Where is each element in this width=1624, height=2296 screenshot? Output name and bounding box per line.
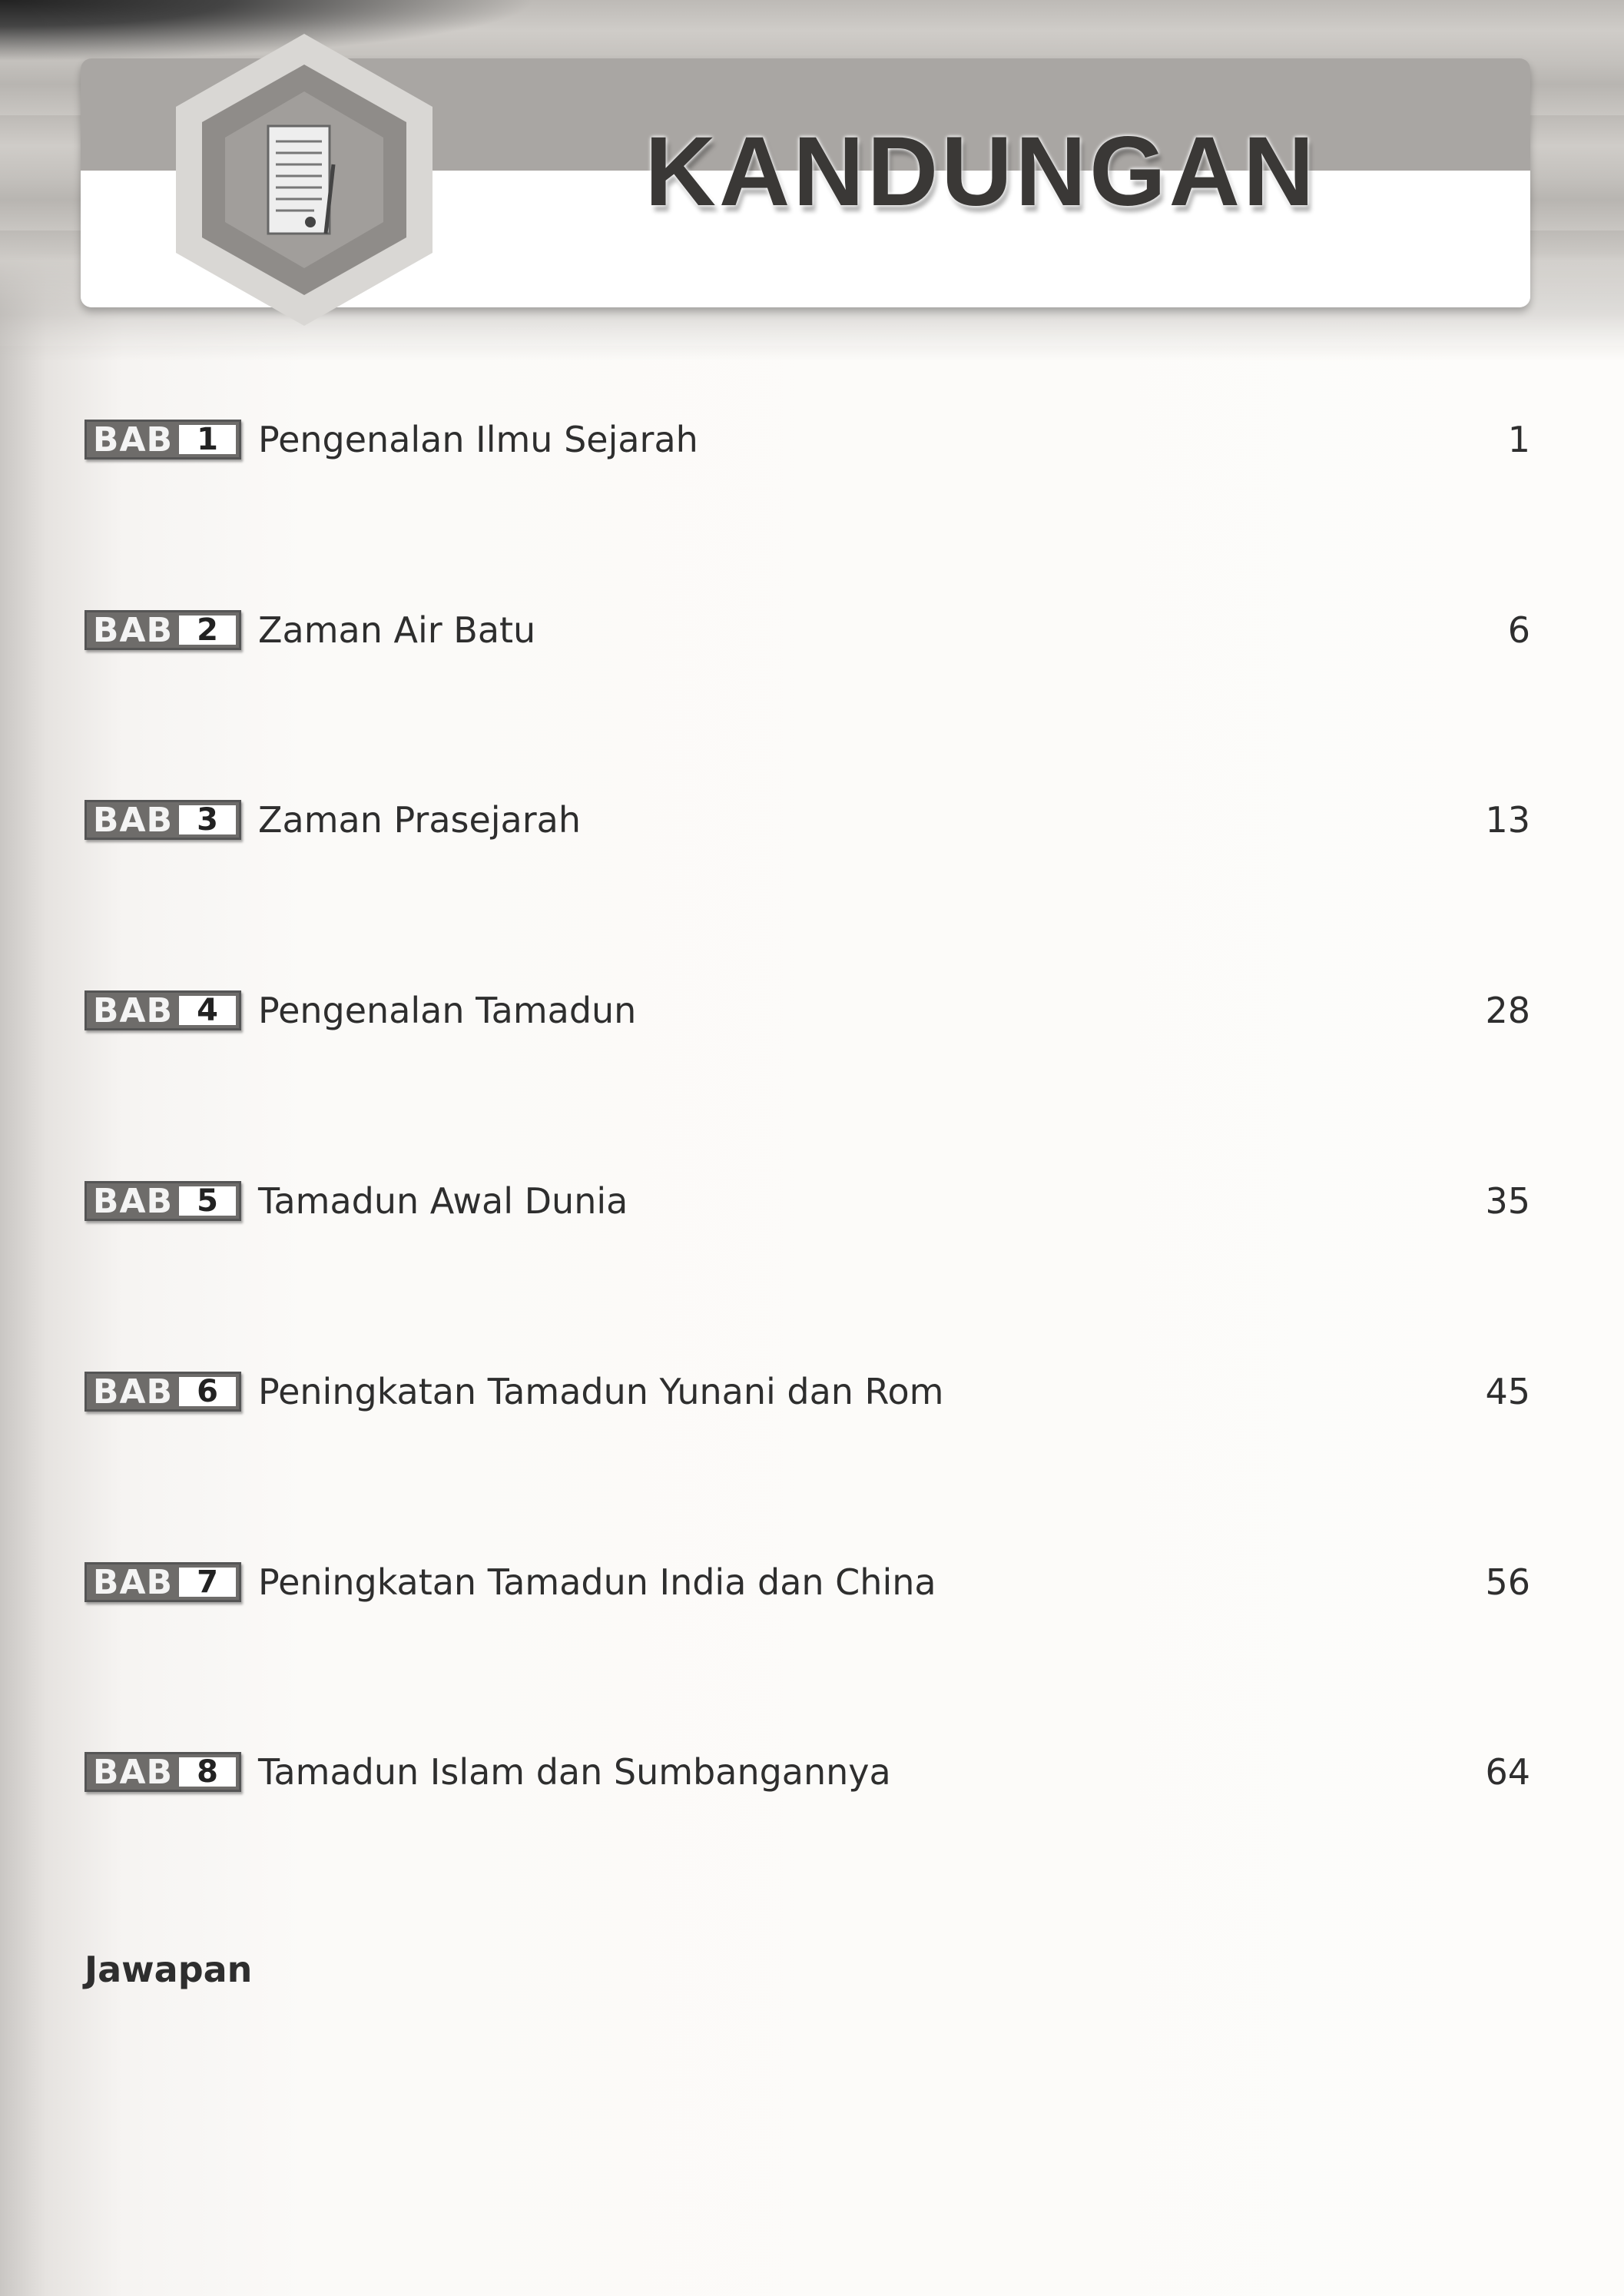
page-number: 13 <box>1485 799 1530 841</box>
toc-entry[interactable] <box>85 984 1530 1037</box>
toc-entry[interactable] <box>85 1365 1530 1418</box>
chapter-badge <box>85 1181 241 1221</box>
page-number: 45 <box>1485 1371 1530 1412</box>
chapter-title: Tamadun Awal Dunia <box>258 1180 628 1222</box>
badge-label: BAB <box>92 1563 174 1602</box>
chapter-badge <box>85 1752 241 1792</box>
chapter-badge <box>85 1562 241 1602</box>
chapter-number: 4 <box>179 996 236 1025</box>
toc-entry[interactable] <box>85 1555 1530 1609</box>
badge-label: BAB <box>92 801 174 840</box>
badge-label: BAB <box>92 611 174 650</box>
toc-entry[interactable] <box>85 413 1530 466</box>
chapter-title: Zaman Prasejarah <box>258 799 581 841</box>
chapter-number: 7 <box>179 1568 236 1597</box>
chapter-number: 8 <box>179 1757 236 1787</box>
chapter-title: Peningkatan Tamadun Yunani dan Rom <box>258 1371 944 1412</box>
badge-label: BAB <box>92 1182 174 1221</box>
chapter-number: 3 <box>179 805 236 834</box>
chapter-badge <box>85 1372 241 1412</box>
chapter-number: 2 <box>179 615 236 645</box>
page-number: 6 <box>1507 609 1530 651</box>
page-number: 35 <box>1485 1180 1530 1222</box>
chapter-title: Peningkatan Tamadun India dan China <box>258 1561 936 1603</box>
page-number: 1 <box>1507 419 1530 460</box>
toc-entry[interactable] <box>85 603 1530 657</box>
toc-entry[interactable] <box>85 793 1530 847</box>
page-number: 64 <box>1485 1751 1530 1793</box>
badge-label: BAB <box>92 1753 174 1792</box>
page-title: KANDUNGAN <box>645 117 1317 227</box>
chapter-badge <box>85 420 241 460</box>
badge-label: BAB <box>92 1372 174 1412</box>
answers-heading[interactable]: Jawapan <box>85 1949 253 1990</box>
chapter-title: Tamadun Islam dan Sumbangannya <box>258 1751 891 1793</box>
chapter-title: Pengenalan Ilmu Sejarah <box>258 419 698 460</box>
chapter-badge <box>85 610 241 650</box>
toc-entry[interactable] <box>85 1174 1530 1228</box>
badge-label: BAB <box>92 991 174 1030</box>
chapter-badge <box>85 990 241 1030</box>
chapter-number: 5 <box>179 1186 236 1216</box>
badge-label: BAB <box>92 420 174 460</box>
page-number: 56 <box>1485 1561 1530 1603</box>
chapter-number: 6 <box>179 1377 236 1406</box>
chapter-badge <box>85 800 241 840</box>
chapter-number: 1 <box>179 425 236 454</box>
page-number: 28 <box>1485 990 1530 1031</box>
chapter-title: Zaman Air Batu <box>258 609 536 651</box>
toc-entry[interactable] <box>85 1745 1530 1799</box>
chapter-title: Pengenalan Tamadun <box>258 990 637 1031</box>
